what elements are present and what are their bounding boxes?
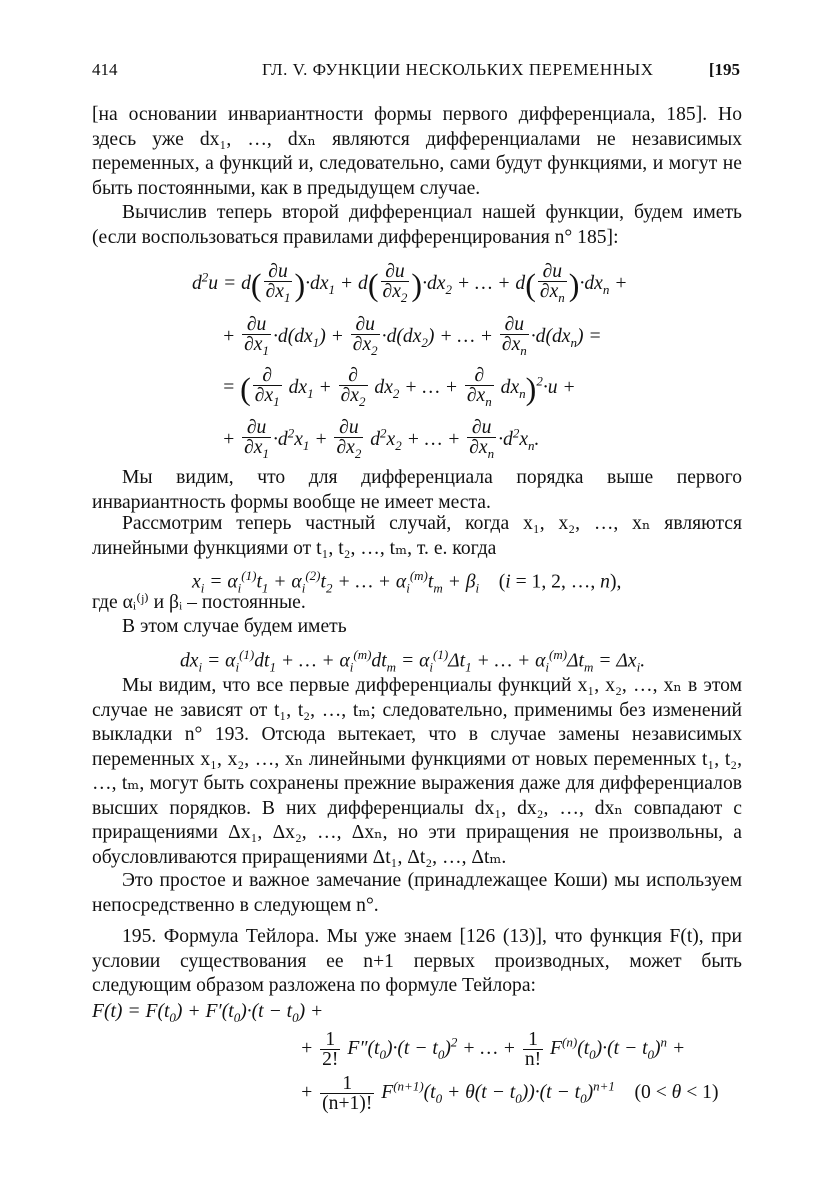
paragraph-9: 195. Формула Тейлора. Мы уже знаем [126 (13)], что функция F(t), при условии существования ее n+1 первых производных, может быть следующим образом разложена по формуле Тейлора: (92, 926, 742, 996)
paragraph-7: Мы видим, что все первые дифференциалы функций x₁, x₂, …, xₙ в этом случае не зависят от t₁, t₂, …, tₘ; следовательно, применимы без изменений выкладки n° 193. Отсюда вытекает, что в случае замены независимых переменных x₁, x₂, …, xₙ линейными функциями от новых переменных t₁, t₂, …, tₘ, могут быть сохранены прежние выражения даже для дифференциалов высших порядков. В них дифференциалы dx₁, dx₂, …, dxₙ совпадают с приращениями Δx₁, Δx₂, …, Δxₙ, но эти приращения не произвольны, а обусловливаются приращениями Δt₁, Δt₂, …, Δtₘ. (92, 675, 742, 868)
taylor-line-1: $F(t) = F(t_0) + F'(t_0)\cdot(t - t_0)$ + (92, 1001, 324, 1025)
taylor-line-2: + $\frac{1}{2!}$ $F''(t_0)\cdot(t - t_0)^2$ + … + $\frac{1}{n!}$ $F^{(n)}(t_0)\cdot(t - t_0)^n$ + (300, 1029, 686, 1070)
paragraph-5: где αᵢ⁽ʲ⁾ и βᵢ – постоянные. (92, 592, 306, 613)
paragraph-8: Это простое и важное замечание (принадлежащее Коши) мы используем непосредственно в следующем n°. (92, 870, 742, 916)
page-header (92, 60, 740, 88)
equation-line-4: + $\frac{\partial u}{\partial x_1}$ $\cdot d^2x_1$ + $\frac{\partial u}{\partial x_2}$ $d^2x_2$ + … + $\frac{\partial u}{\partial x_n}$ $\cdot d^2x_n$. (222, 417, 540, 461)
paragraph-6: В этом случае будем иметь (122, 616, 347, 637)
running-title: ГЛ. V. ФУНКЦИИ НЕСКОЛЬКИХ ПЕРЕМЕННЫХ (262, 60, 654, 79)
equation-linear: $x_i = \alpha_i^{(1)}t_1 + \alpha_i^{(2)}t_2$ + … + $\alpha_i^{(m)}t_m + \beta_i$ (i = 1, 2, …, n), (192, 568, 622, 596)
equation-line-1: $d^2u = d$( $\frac{\partial u}{\partial x_1}$ )$\cdot dx_1 + d$( $\frac{\partial u}{\partial x_2}$ )$\cdot dx_2$ + … + d( $\frac{\partial u}{\partial x_n}$ )$\cdot dx_n$ + (192, 261, 628, 305)
equation-differential: $dx_i = \alpha_i^{(1)}dt_1$ + … + $\alpha_i^{(m)}dt_m = \alpha_i^{(1)}\Delta t_1$ + … + $\alpha_i^{(m)}\Delta t_m = \Delta x_i$. (180, 647, 646, 675)
taylor-line-3: + $\frac{1}{(n+1)!}$ $F^{(n+1)}(t_0 + \theta(t - t_0))\cdot(t - t_0)^{n+1}$ (0 < θ < 1) (300, 1073, 719, 1114)
equation-line-3: = ( ∂ $\partial x_1$ $dx_1$ + ∂ $\partial x_2$ $dx_2$ + … + ∂ $\partial x_n$ $dx_n)^2\cdot u$ + (222, 365, 576, 409)
paragraph-1: [на основании инвариантности формы первого дифференциала, 185]. Но здесь уже dx₁, …, dxₙ являются дифференциалами не независимых переменных, а функций и, следовательно, сами будут функциями, и могут не быть постоянными, как в предыдущем случае. (92, 104, 742, 199)
equation-line-2: + $\frac{\partial u}{\partial x_1}$ $\cdot d(dx_1)$ + $\frac{\partial u}{\partial x_2}$ $\cdot d(dx_2)$ + … + $\frac{\partial u}{\partial x_n}$ $\cdot d(dx_n)$ = (222, 314, 602, 358)
paragraph-2: Вычислив теперь второй дифференциал нашей функции, будем иметь (если воспользоваться правилами дифференцирования n° 185]: (92, 202, 742, 248)
paragraph-4: Рассмотрим теперь частный случай, когда x₁, x₂, …, xₙ являются линейными функциями от t₁, t₂, …, tₘ, т. е. когда (92, 513, 742, 559)
page-number: 414 (92, 60, 118, 79)
section-number: [195 (708, 60, 740, 79)
paragraph-3: Мы видим, что для дифференциала порядка выше первого инвариантность формы вообще не имеет места. (92, 467, 742, 513)
